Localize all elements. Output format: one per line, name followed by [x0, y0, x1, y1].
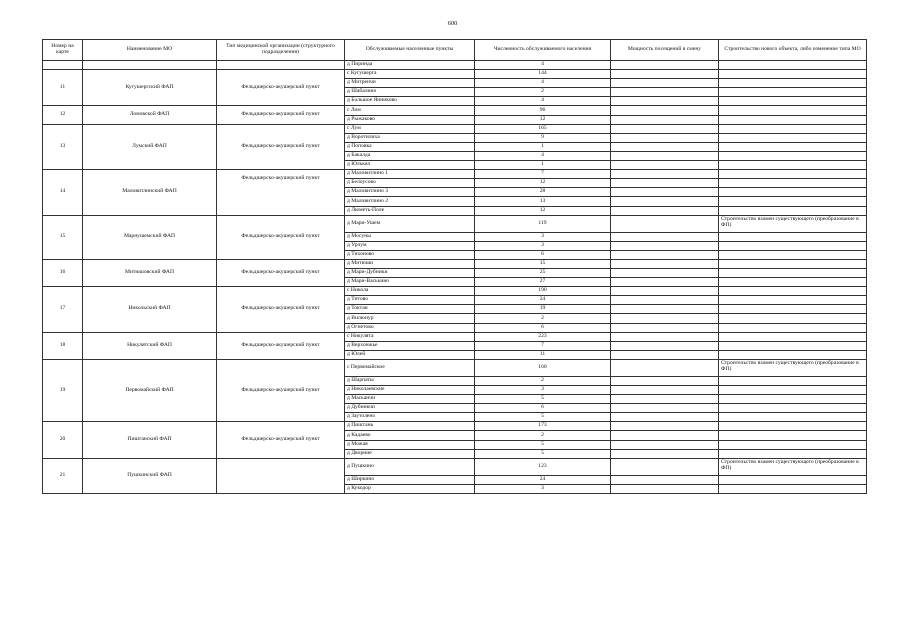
cell-settlement: д Дубникчи: [345, 404, 475, 413]
cell-capacity: [611, 404, 719, 413]
cell-settlement: д Рыжаково: [345, 115, 475, 124]
cell-name: Первомайский ФАП: [83, 359, 217, 421]
header-construction: Строительство нового объекта, либо изменение типа МО: [719, 40, 867, 61]
cell-name: Пушкинский ФАП: [83, 458, 217, 493]
cell-construction: [719, 106, 867, 115]
cell-population: 119: [475, 215, 611, 232]
cell-name: Марнушемский ФАП: [83, 215, 217, 259]
cell-population: 223: [475, 332, 611, 341]
page-number: 600: [447, 20, 458, 27]
cell-capacity: [611, 296, 719, 305]
cell-settlement: д Мари-Ушем: [345, 215, 475, 232]
cell-population: 4: [475, 97, 611, 106]
cell-construction: [719, 475, 867, 484]
cell-settlement: д Заутолено: [345, 413, 475, 422]
cell-construction: [719, 124, 867, 133]
cell-construction: [719, 61, 867, 70]
cell-construction: [719, 115, 867, 124]
cell-capacity: [611, 197, 719, 206]
cell-capacity: [611, 458, 719, 475]
cell-capacity: [611, 287, 719, 296]
cell-construction: [719, 151, 867, 160]
cell-population: 12: [475, 206, 611, 215]
cell-settlement: д Юлькял: [345, 161, 475, 170]
cell-settlement: д Кадаево: [345, 431, 475, 440]
cell-capacity: [611, 70, 719, 79]
cell-population: 190: [475, 287, 611, 296]
cell-settlement: д Кукодор: [345, 484, 475, 493]
cell-capacity: [611, 359, 719, 376]
cell-construction: [719, 88, 867, 97]
cell-settlement: д Шабалино: [345, 88, 475, 97]
cell-type: Фельдшерско-акушерский пункт: [217, 359, 345, 421]
cell-capacity: [611, 268, 719, 277]
cell-capacity: [611, 484, 719, 493]
cell-num: 16: [43, 259, 83, 286]
cell-capacity: [611, 323, 719, 332]
cell-settlement: д Пиштань: [345, 422, 475, 431]
cell-settlement: д Маловитлино 2: [345, 197, 475, 206]
cell-construction: [719, 142, 867, 151]
cell-construction: [719, 386, 867, 395]
cell-capacity: [611, 97, 719, 106]
cell-construction: [719, 259, 867, 268]
cell-population: 6: [475, 250, 611, 259]
header-population: Численность обслуживаемого населения: [475, 40, 611, 61]
cell-name: Маловитлинский ФАП: [83, 170, 217, 215]
cell-num: 18: [43, 332, 83, 359]
cell-population: 3: [475, 386, 611, 395]
cell-capacity: [611, 61, 719, 70]
cell-capacity: [611, 241, 719, 250]
cell-name: Лумский ФАП: [83, 124, 217, 169]
cell-population: 2: [475, 431, 611, 440]
cell-construction: [719, 395, 867, 404]
cell-construction: Строительство взамен существующего (преобразование в ФП): [719, 458, 867, 475]
cell-population: 11: [475, 350, 611, 359]
cell-name: Ломовской ФАП: [83, 106, 217, 124]
cell-settlement: д Масканчи: [345, 395, 475, 404]
cell-name: Кугушергский ФАП: [83, 70, 217, 106]
cell-population: 1: [475, 142, 611, 151]
cell-settlement: д Мари-Васькино: [345, 278, 475, 287]
cell-population: 12: [475, 179, 611, 188]
cell-num: 17: [43, 287, 83, 332]
cell-construction: [719, 376, 867, 385]
cell-settlement: д Верхонжье: [345, 341, 475, 350]
cell-population: 5: [475, 413, 611, 422]
cell-population: 5: [475, 440, 611, 449]
cell-capacity: [611, 278, 719, 287]
cell-population: 24: [475, 475, 611, 484]
table-row: [43, 106, 867, 115]
cell-capacity: [611, 106, 719, 115]
cell-population: 19: [475, 305, 611, 314]
cell-settlement: с Никола: [345, 287, 475, 296]
cell-population: 9: [475, 133, 611, 142]
cell-population: 2: [475, 88, 611, 97]
cell-settlement: д Маловитлино 3: [345, 188, 475, 197]
cell-construction: [719, 161, 867, 170]
cell-population: 15: [475, 259, 611, 268]
cell-settlement: д Пиринда: [345, 61, 475, 70]
cell-settlement: д Урлум: [345, 241, 475, 250]
cell-construction: [719, 314, 867, 323]
cell-construction: [719, 440, 867, 449]
cell-population: 2: [475, 314, 611, 323]
table-row: [43, 170, 867, 179]
cell-capacity: [611, 314, 719, 323]
cell-population: 3: [475, 241, 611, 250]
cell-population: 2: [475, 376, 611, 385]
header-name: Наименование МО: [83, 40, 217, 61]
table-header-row: [43, 40, 867, 61]
table-row: [43, 422, 867, 431]
cell-settlement: д Токтаи: [345, 305, 475, 314]
cell-population: 4: [475, 79, 611, 88]
cell-capacity: [611, 215, 719, 232]
cell-population: 144: [475, 70, 611, 79]
cell-construction: [719, 296, 867, 305]
cell-settlement: д Митренчи: [345, 79, 475, 88]
cell-settlement: д Вилюнур: [345, 314, 475, 323]
cell-num: 11: [43, 70, 83, 106]
cell-settlement: д Шарпаты: [345, 376, 475, 385]
table-row: [43, 259, 867, 268]
cell-population: 160: [475, 359, 611, 376]
header-type: Тип медицинской организации (структурного подразделения): [217, 40, 345, 61]
cell-construction: [719, 250, 867, 259]
cell-settlement: д Можая: [345, 440, 475, 449]
cell-construction: [719, 179, 867, 188]
cell-population: 12: [475, 115, 611, 124]
table-row: [43, 359, 867, 376]
cell-construction: [719, 323, 867, 332]
cell-type: Фельдшерско-акушерский пункт: [217, 287, 345, 332]
cell-type: Фельдшерско-акушерский пункт: [217, 422, 345, 458]
header-num: Номер на карте: [43, 40, 83, 61]
cell-capacity: [611, 305, 719, 314]
cell-capacity: [611, 386, 719, 395]
cell-num: 14: [43, 170, 83, 215]
cell-capacity: [611, 232, 719, 241]
table-row: [43, 458, 867, 475]
cell-construction: [719, 232, 867, 241]
cell-type: Фельдшерско-акушерский пункт: [217, 124, 345, 169]
cell-capacity: [611, 115, 719, 124]
cell-settlement: д Николаевские: [345, 386, 475, 395]
cell-capacity: [611, 133, 719, 142]
cell-capacity: [611, 188, 719, 197]
cell-population: 1: [475, 161, 611, 170]
facilities-table: [42, 39, 867, 494]
cell-population: 96: [475, 106, 611, 115]
cell-name: Никулятский ФАП: [83, 332, 217, 359]
cell-type: Фельдшерско-акушерский пункт: [217, 259, 345, 286]
cell-construction: [719, 170, 867, 179]
cell-construction: [719, 350, 867, 359]
cell-construction: [719, 422, 867, 431]
cell-num: 21: [43, 458, 83, 493]
cell-capacity: [611, 350, 719, 359]
cell-settlement: д Люметь-Поле: [345, 206, 475, 215]
cell-construction: [719, 278, 867, 287]
header-capacity: Мощность посещений в смену: [611, 40, 719, 61]
cell-settlement: с Кугушерга: [345, 70, 475, 79]
cell-population: 13: [475, 197, 611, 206]
cell-capacity: [611, 475, 719, 484]
cell-population: 4: [475, 151, 611, 160]
cell-settlement: с Лум: [345, 124, 475, 133]
cell-construction: [719, 449, 867, 458]
cell-num: [43, 61, 83, 70]
cell-type: Фельдшерско-акушерский пункт: [217, 170, 345, 215]
cell-population: 28: [475, 188, 611, 197]
cell-population: 7: [475, 170, 611, 179]
cell-type: Фельдшерско-акушерский пункт: [217, 215, 345, 259]
cell-type: [217, 61, 345, 70]
cell-construction: [719, 188, 867, 197]
cell-construction: Строительство взамен существующего (преобразование в ФП): [719, 215, 867, 232]
cell-capacity: [611, 151, 719, 160]
table-row: [43, 287, 867, 296]
cell-construction: Строительство взамен существующего (преобразование в ФП): [719, 359, 867, 376]
cell-settlement: д Тихоново: [345, 250, 475, 259]
cell-settlement: д Ширкино: [345, 475, 475, 484]
cell-num: 19: [43, 359, 83, 421]
cell-population: 6: [475, 323, 611, 332]
cell-capacity: [611, 395, 719, 404]
cell-type: Фельдшерско-акушерский пункт: [217, 70, 345, 106]
cell-population: 165: [475, 124, 611, 133]
cell-settlement: д Воротилиха: [345, 133, 475, 142]
cell-num: 12: [43, 106, 83, 124]
cell-name: Пиштанский ФАП: [83, 422, 217, 458]
cell-population: 123: [475, 458, 611, 475]
cell-num: 20: [43, 422, 83, 458]
cell-settlement: с Лом: [345, 106, 475, 115]
cell-construction: [719, 97, 867, 106]
cell-capacity: [611, 170, 719, 179]
cell-population: 3: [475, 484, 611, 493]
cell-capacity: [611, 413, 719, 422]
cell-construction: [719, 413, 867, 422]
cell-settlement: д Бакалда: [345, 151, 475, 160]
cell-construction: [719, 431, 867, 440]
cell-capacity: [611, 206, 719, 215]
cell-construction: [719, 133, 867, 142]
cell-settlement: д Юлей: [345, 350, 475, 359]
cell-capacity: [611, 161, 719, 170]
cell-construction: [719, 206, 867, 215]
cell-population: 24: [475, 296, 611, 305]
table-row: [43, 124, 867, 133]
cell-capacity: [611, 259, 719, 268]
cell-capacity: [611, 449, 719, 458]
cell-capacity: [611, 250, 719, 259]
cell-capacity: [611, 332, 719, 341]
cell-capacity: [611, 79, 719, 88]
cell-construction: [719, 79, 867, 88]
cell-population: 7: [475, 341, 611, 350]
cell-settlement: с Никулята: [345, 332, 475, 341]
cell-capacity: [611, 440, 719, 449]
cell-settlement: д Мари-Дубники: [345, 268, 475, 277]
cell-type: Фельдшерско-акушерский пункт: [217, 106, 345, 124]
cell-settlement: д Маловитлино 1: [345, 170, 475, 179]
cell-construction: [719, 197, 867, 206]
table-row: [43, 61, 867, 70]
cell-capacity: [611, 341, 719, 350]
cell-population: 4: [475, 61, 611, 70]
cell-settlement: д Поповка: [345, 142, 475, 151]
cell-construction: [719, 70, 867, 79]
cell-capacity: [611, 88, 719, 97]
cell-num: 15: [43, 215, 83, 259]
cell-settlement: д Огнетово: [345, 323, 475, 332]
cell-name: Никольский ФАП: [83, 287, 217, 332]
cell-type: Фельдшерско-акушерский пункт: [217, 332, 345, 359]
cell-capacity: [611, 179, 719, 188]
cell-capacity: [611, 422, 719, 431]
cell-settlement: д Митюши: [345, 259, 475, 268]
cell-population: 25: [475, 268, 611, 277]
cell-capacity: [611, 142, 719, 151]
cell-type: [217, 458, 345, 493]
cell-num: 13: [43, 124, 83, 169]
table-row: [43, 215, 867, 232]
cell-construction: [719, 404, 867, 413]
cell-population: 6: [475, 404, 611, 413]
cell-settlement: д Пушкино: [345, 458, 475, 475]
header-settlements: Обслуживаемые населенные пункты: [345, 40, 475, 61]
table-body: [43, 61, 867, 494]
cell-name: [83, 61, 217, 70]
cell-settlement: д Мосуны: [345, 232, 475, 241]
cell-settlement: с Первомайское: [345, 359, 475, 376]
cell-construction: [719, 268, 867, 277]
cell-construction: [719, 287, 867, 296]
cell-construction: [719, 305, 867, 314]
cell-settlement: д Титово: [345, 296, 475, 305]
cell-construction: [719, 241, 867, 250]
cell-capacity: [611, 124, 719, 133]
cell-construction: [719, 341, 867, 350]
cell-construction: [719, 332, 867, 341]
cell-settlement: д Белоусово: [345, 179, 475, 188]
table-row: [43, 332, 867, 341]
cell-settlement: д Большое Янниково: [345, 97, 475, 106]
table-row: [43, 70, 867, 79]
cell-population: 5: [475, 449, 611, 458]
cell-name: Митюшовский ФАП: [83, 259, 217, 286]
cell-population: 5: [475, 395, 611, 404]
cell-capacity: [611, 431, 719, 440]
cell-capacity: [611, 376, 719, 385]
cell-population: 3: [475, 232, 611, 241]
cell-construction: [719, 484, 867, 493]
cell-population: 173: [475, 422, 611, 431]
cell-settlement: д Дворние: [345, 449, 475, 458]
cell-population: 27: [475, 278, 611, 287]
